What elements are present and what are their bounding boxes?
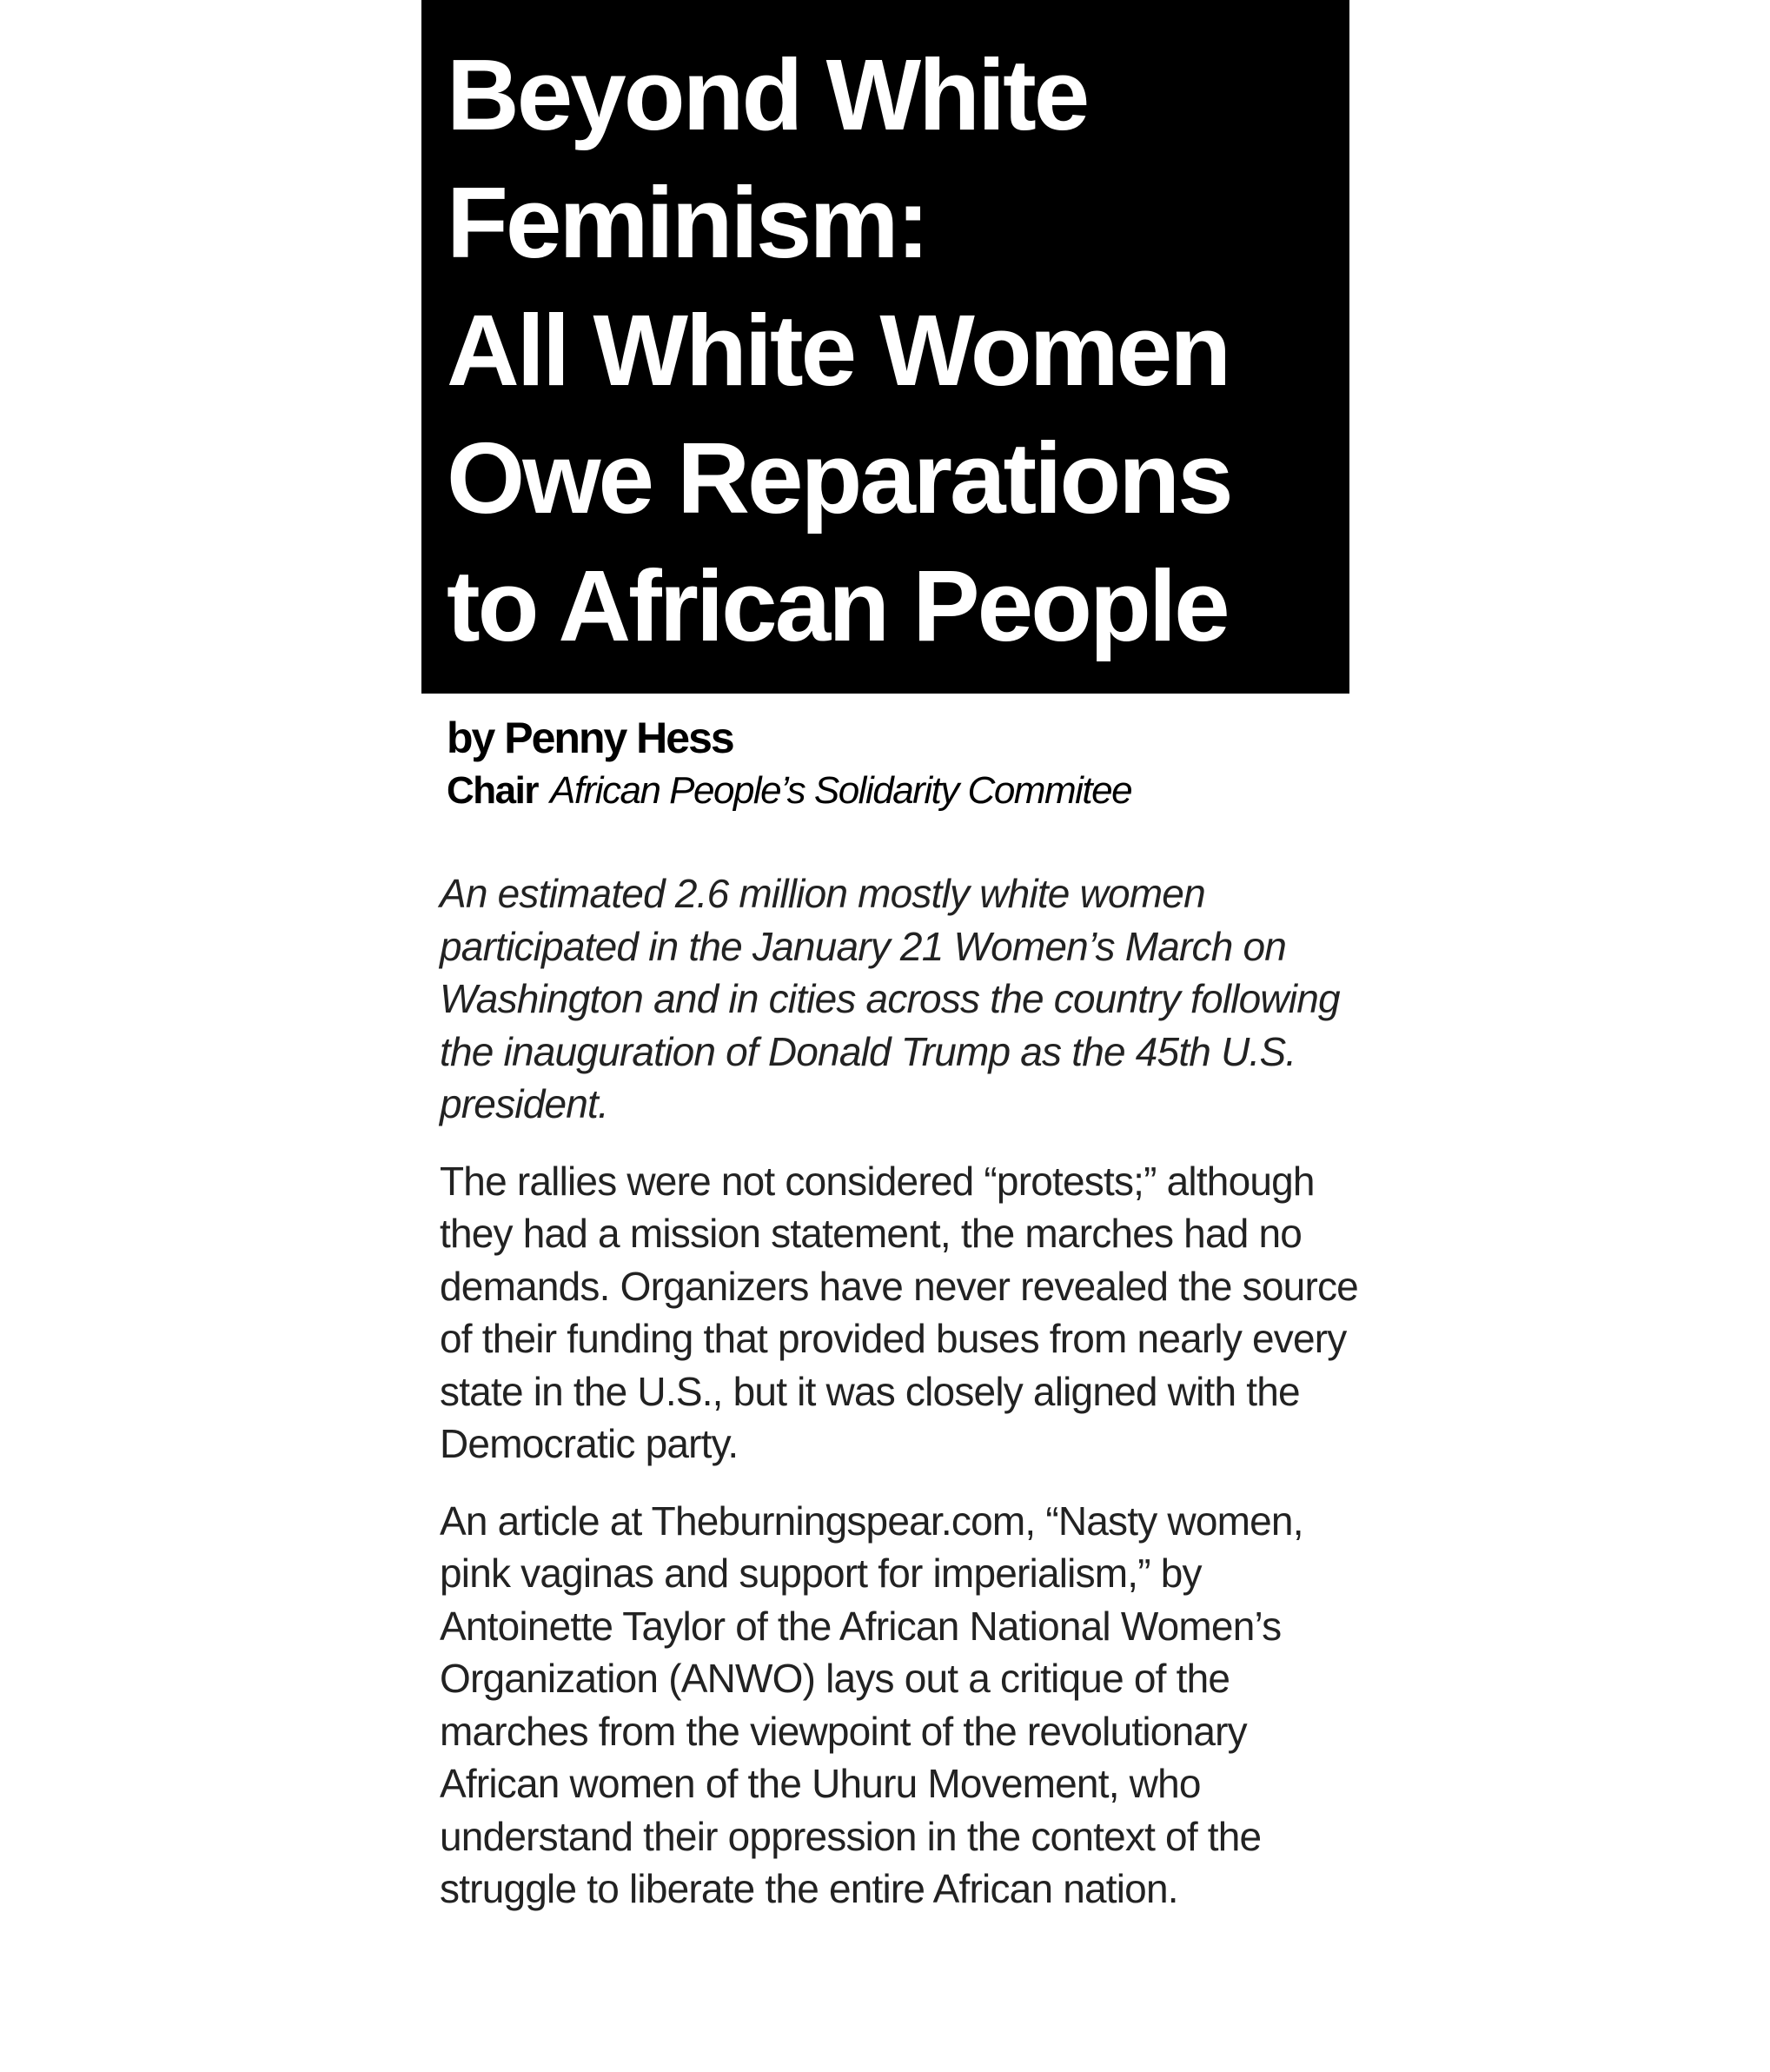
lead-paragraph: An estimated 2.6 million mostly white women participated in the January 21 Women’s March on Washington and in cities across the country following the inauguration of Donald Trump as the 45th U.S. president. <box>440 871 1340 1126</box>
author-organization: African People’s Solidarity Commitee <box>549 769 1132 812</box>
article-body <box>440 867 1361 1940</box>
author-byline: by Penny Hess <box>447 714 733 762</box>
headline-line: Feminism: <box>447 166 928 279</box>
headline-line: Beyond White <box>447 38 1088 151</box>
headline-line: to African People <box>447 549 1228 662</box>
headline-block <box>421 0 1349 694</box>
headline-line: All White Women <box>447 294 1230 407</box>
author-title: Chair <box>447 769 538 812</box>
author-role <box>447 767 1131 815</box>
body-paragraph: An article at Theburningspear.com, “Nasty women, pink vaginas and support for imperialism,” by Antoinette Taylor of the African National Women’s Organization (ANWO) lays out a critique of the marches from the viewpoint of the revolutionary African women of the Uhuru Movement, who understand their oppression in the context of the struggle to liberate the entire African nation. <box>440 1498 1303 1911</box>
headline-line: Owe Reparations <box>447 422 1231 535</box>
body-paragraph: The rallies were not considered “protests;” although they had a mission statement, the marches had no demands. Organizers have never revealed the source of their funding that provided buses from nearly every state in the U.S., but it was closely aligned with the Democratic party. <box>440 1158 1358 1466</box>
